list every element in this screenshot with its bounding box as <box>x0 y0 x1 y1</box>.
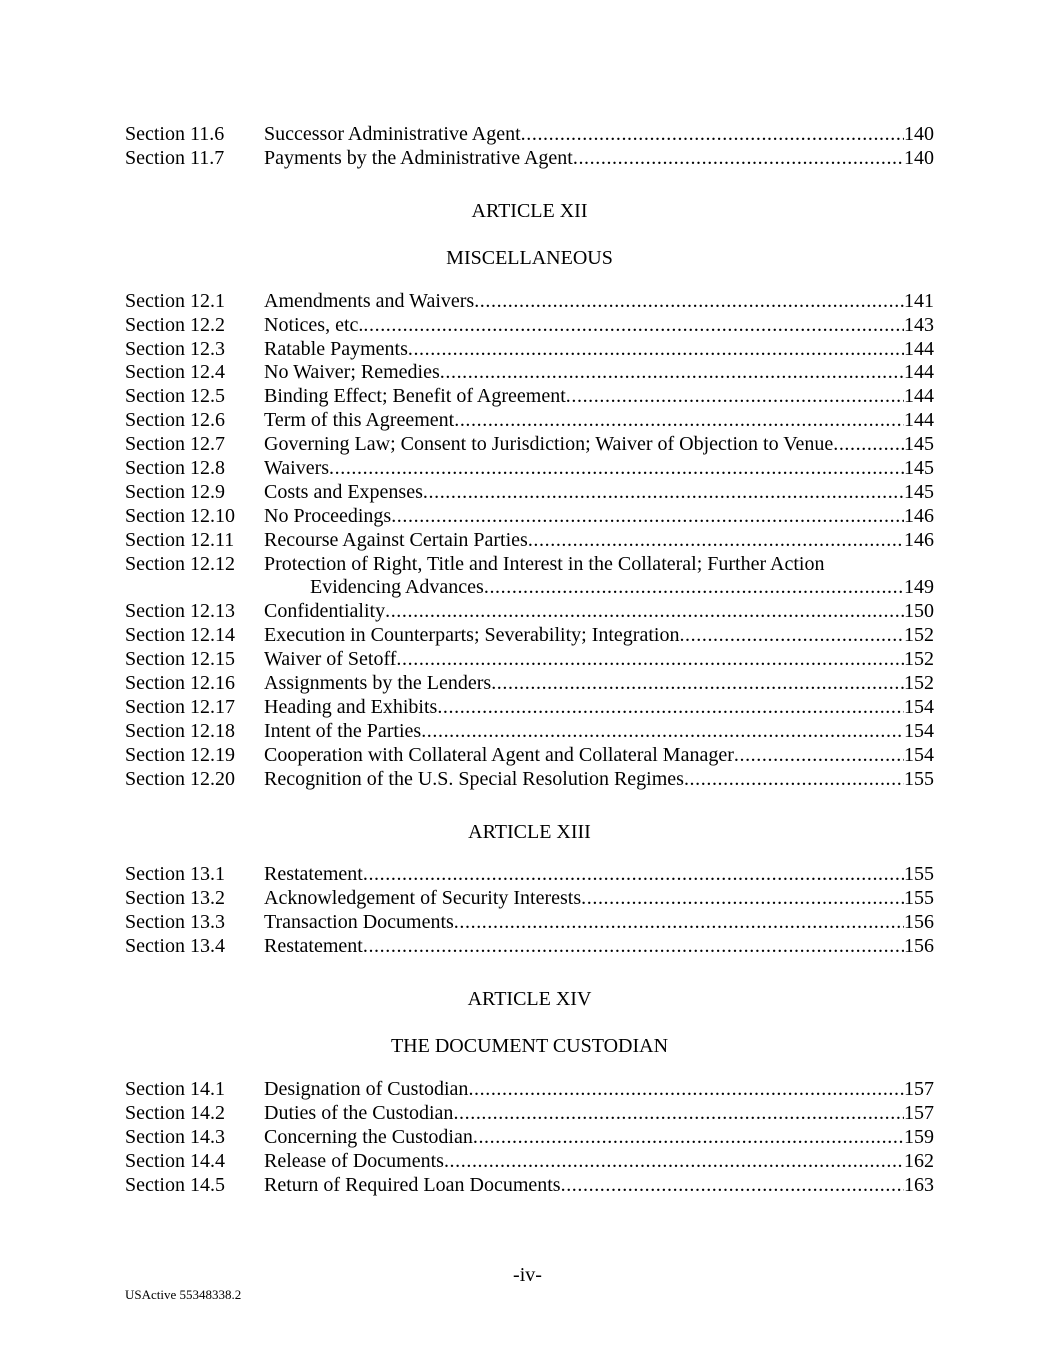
section-title: Protection of Right, Title and Interest in the Collateral; Further Action <box>264 552 825 575</box>
page-number: 140 <box>904 122 934 145</box>
section-number: Section 13.2 <box>125 887 225 910</box>
page-number: 149 <box>904 576 934 599</box>
dot-leader <box>454 409 904 433</box>
toc-entry[interactable] <box>125 553 934 601</box>
page-number: 144 <box>904 409 934 432</box>
section-number: Section 12.5 <box>125 385 225 408</box>
section-title: Restatement <box>264 935 363 958</box>
page-number: 157 <box>904 1078 934 1101</box>
section-number: Section 12.7 <box>125 433 225 456</box>
section-number: Section 13.1 <box>125 863 225 886</box>
section-number: Section 12.10 <box>125 504 235 527</box>
toc-entry[interactable] <box>125 481 934 505</box>
page-number: 144 <box>904 385 934 408</box>
dot-leader <box>363 314 904 338</box>
dot-leader <box>453 1102 904 1126</box>
section-title: Ratable Payments <box>264 337 408 360</box>
section-number: Section 12.18 <box>125 719 235 742</box>
section-title: Successor Administrative Agent <box>264 122 521 145</box>
section-number: Section 12.13 <box>125 600 235 623</box>
toc-entry[interactable] <box>125 1102 934 1126</box>
page-number: 156 <box>904 911 934 934</box>
dot-leader <box>329 457 904 481</box>
dot-leader <box>684 768 904 792</box>
toc-entry[interactable] <box>125 720 934 744</box>
section-title: Return of Required Loan Documents <box>264 1173 561 1196</box>
dot-leader <box>484 576 904 600</box>
toc-entry[interactable] <box>125 935 934 959</box>
page-number: 156 <box>904 935 934 958</box>
section-number: Section 11.7 <box>125 146 225 169</box>
toc-entry[interactable] <box>125 385 934 409</box>
toc-group-article-xiii <box>125 864 934 960</box>
page-number: 159 <box>904 1125 934 1148</box>
section-number: Section 12.19 <box>125 743 235 766</box>
toc-entry[interactable] <box>125 768 934 792</box>
dot-leader <box>396 648 904 672</box>
page-number: 143 <box>904 313 934 336</box>
section-title: Intent of the Parties <box>264 719 422 742</box>
section-title: No Proceedings <box>264 504 392 527</box>
toc-group-article-xi <box>125 123 934 171</box>
dot-leader <box>437 696 904 720</box>
section-title: No Waiver; Remedies <box>264 361 440 384</box>
section-title: Payments by the Administrative Agent <box>264 146 573 169</box>
section-title: Designation of Custodian <box>264 1078 469 1101</box>
page-number: 154 <box>904 743 934 766</box>
dot-leader <box>833 433 904 457</box>
page-number: 152 <box>904 672 934 695</box>
dot-leader <box>734 744 904 768</box>
page-number: 145 <box>904 457 934 479</box>
section-number: Section 12.4 <box>125 361 225 384</box>
toc-entry[interactable] <box>125 409 934 433</box>
toc-entry[interactable] <box>125 457 934 481</box>
toc-entry[interactable] <box>125 648 934 672</box>
section-number: Section 12.8 <box>125 457 225 479</box>
dot-leader <box>408 338 904 362</box>
section-number: Section 12.1 <box>125 289 225 312</box>
page-number: 163 <box>904 1173 934 1196</box>
toc-entry[interactable] <box>125 1174 934 1198</box>
page-number: 162 <box>904 1149 934 1172</box>
dot-leader <box>566 385 904 409</box>
section-number: Section 12.6 <box>125 409 225 432</box>
article-heading: ARTICLE XIII <box>468 820 591 843</box>
page-number: 154 <box>904 719 934 742</box>
section-title: Execution in Counterparts; Severability; Integration <box>264 624 680 647</box>
toc-entry[interactable] <box>125 1126 934 1150</box>
section-number: Section 14.4 <box>125 1149 225 1172</box>
toc-entry[interactable] <box>125 338 934 362</box>
toc-entry[interactable] <box>125 147 934 171</box>
section-title: Amendments and Waivers <box>264 289 475 312</box>
section-title-continued: Evidencing Advances <box>310 576 484 599</box>
section-title: Cooperation with Collateral Agent and Collateral Manager <box>264 743 734 766</box>
dot-leader <box>440 361 904 385</box>
article-title: MISCELLANEOUS <box>446 246 613 269</box>
section-title: Waiver of Setoff <box>264 648 397 671</box>
toc-entry[interactable] <box>125 864 934 888</box>
toc-entry[interactable] <box>125 672 934 696</box>
page-number: 144 <box>904 337 934 360</box>
section-number: Section 14.5 <box>125 1173 225 1196</box>
dot-leader <box>581 887 904 911</box>
section-title: Term of this Agreement <box>264 409 455 432</box>
toc-group-article-xii <box>125 290 934 792</box>
page-number: 157 <box>904 1101 934 1124</box>
section-number: Section 13.4 <box>125 935 225 958</box>
toc-entry[interactable] <box>125 911 934 935</box>
dot-leader <box>474 290 904 314</box>
toc-entry[interactable] <box>125 696 934 720</box>
dot-leader <box>573 147 904 171</box>
page-number: 146 <box>904 504 934 527</box>
section-title: Binding Effect; Benefit of Agreement <box>264 385 566 408</box>
section-title: Assignments by the Lenders <box>264 672 492 695</box>
section-title: Notices, etc. <box>264 313 364 336</box>
section-title: Costs and Expenses <box>264 480 423 503</box>
dot-leader <box>444 1150 904 1174</box>
dot-leader <box>385 600 904 624</box>
section-number: Section 12.16 <box>125 672 235 695</box>
dot-leader <box>421 720 904 744</box>
dot-leader <box>528 529 904 553</box>
dot-leader <box>521 123 904 147</box>
section-title: Waivers <box>264 457 330 479</box>
article-title: THE DOCUMENT CUSTODIAN <box>390 1035 669 1058</box>
page-number: 141 <box>904 289 934 312</box>
dot-leader <box>454 911 904 935</box>
section-number: Section 12.9 <box>125 480 225 503</box>
section-title: Confidentiality <box>264 600 386 623</box>
section-number: Section 14.1 <box>125 1078 225 1101</box>
toc-entry[interactable] <box>125 624 934 648</box>
dot-leader <box>391 505 904 529</box>
page-number: 155 <box>904 887 934 910</box>
section-title: Release of Documents <box>264 1149 444 1172</box>
section-title: Duties of the Custodian <box>264 1101 454 1124</box>
toc-entry[interactable] <box>125 744 934 768</box>
dot-leader <box>491 672 904 696</box>
section-number: Section 12.17 <box>125 695 235 718</box>
toc-group-article-xiv <box>125 1078 934 1197</box>
footer-page-number: -iv- <box>513 1264 542 1286</box>
toc-entry[interactable] <box>125 433 934 457</box>
toc-entry[interactable] <box>125 887 934 911</box>
toc-entry[interactable] <box>125 529 934 553</box>
dot-leader <box>468 1078 904 1102</box>
page-number: 155 <box>904 767 934 790</box>
toc-entry[interactable] <box>125 1150 934 1174</box>
dot-leader <box>363 863 904 887</box>
section-number: Section 12.14 <box>125 624 235 647</box>
dot-leader <box>423 481 904 505</box>
page-number: 145 <box>904 433 934 456</box>
page-number: 145 <box>904 480 934 503</box>
toc-entry[interactable] <box>125 123 934 147</box>
toc-entry[interactable] <box>125 600 934 624</box>
section-number: Section 12.2 <box>125 313 225 336</box>
dot-leader <box>473 1126 904 1150</box>
section-number: Section 12.12 <box>125 552 235 575</box>
page-number: 152 <box>904 624 934 647</box>
dot-leader <box>679 624 904 648</box>
page-number: 146 <box>904 528 934 551</box>
section-number: Section 12.11 <box>125 528 235 551</box>
article-heading: ARTICLE XIV <box>467 988 592 1011</box>
section-title: Acknowledgement of Security Interests <box>264 887 582 910</box>
section-title: Governing Law; Consent to Jurisdiction; Waiver of Objection to Venue <box>264 433 834 456</box>
section-number: Section 11.6 <box>125 122 225 145</box>
section-number: Section 12.3 <box>125 337 225 360</box>
section-title: Heading and Exhibits <box>264 695 438 718</box>
table-of-contents <box>125 123 934 1198</box>
page-number: 154 <box>904 695 934 718</box>
article-heading: ARTICLE XII <box>471 199 588 222</box>
toc-entry[interactable] <box>125 361 934 385</box>
page-number: 140 <box>904 146 934 169</box>
section-title: Transaction Documents <box>264 911 454 934</box>
section-number: Section 14.2 <box>125 1101 225 1124</box>
document-id: USActive 55348338.2 <box>125 1287 242 1302</box>
section-title: Restatement <box>264 863 363 886</box>
toc-entry[interactable] <box>125 505 934 529</box>
dot-leader <box>561 1174 904 1198</box>
section-number: Section 12.15 <box>125 648 235 671</box>
section-number: Section 13.3 <box>125 911 225 934</box>
dot-leader <box>363 935 904 959</box>
section-number: Section 14.3 <box>125 1125 225 1148</box>
page-number: 150 <box>904 600 934 623</box>
page-number: 144 <box>904 361 934 384</box>
toc-entry[interactable] <box>125 290 934 314</box>
toc-entry[interactable] <box>125 314 934 338</box>
section-number: Section 12.20 <box>125 767 235 790</box>
section-title: Recognition of the U.S. Special Resolution Regimes <box>264 767 684 790</box>
section-title: Concerning the Custodian <box>264 1125 473 1148</box>
section-title: Recourse Against Certain Parties <box>264 528 528 551</box>
page-number: 152 <box>904 648 934 671</box>
page-number: 155 <box>904 863 934 886</box>
toc-entry[interactable] <box>125 1078 934 1102</box>
